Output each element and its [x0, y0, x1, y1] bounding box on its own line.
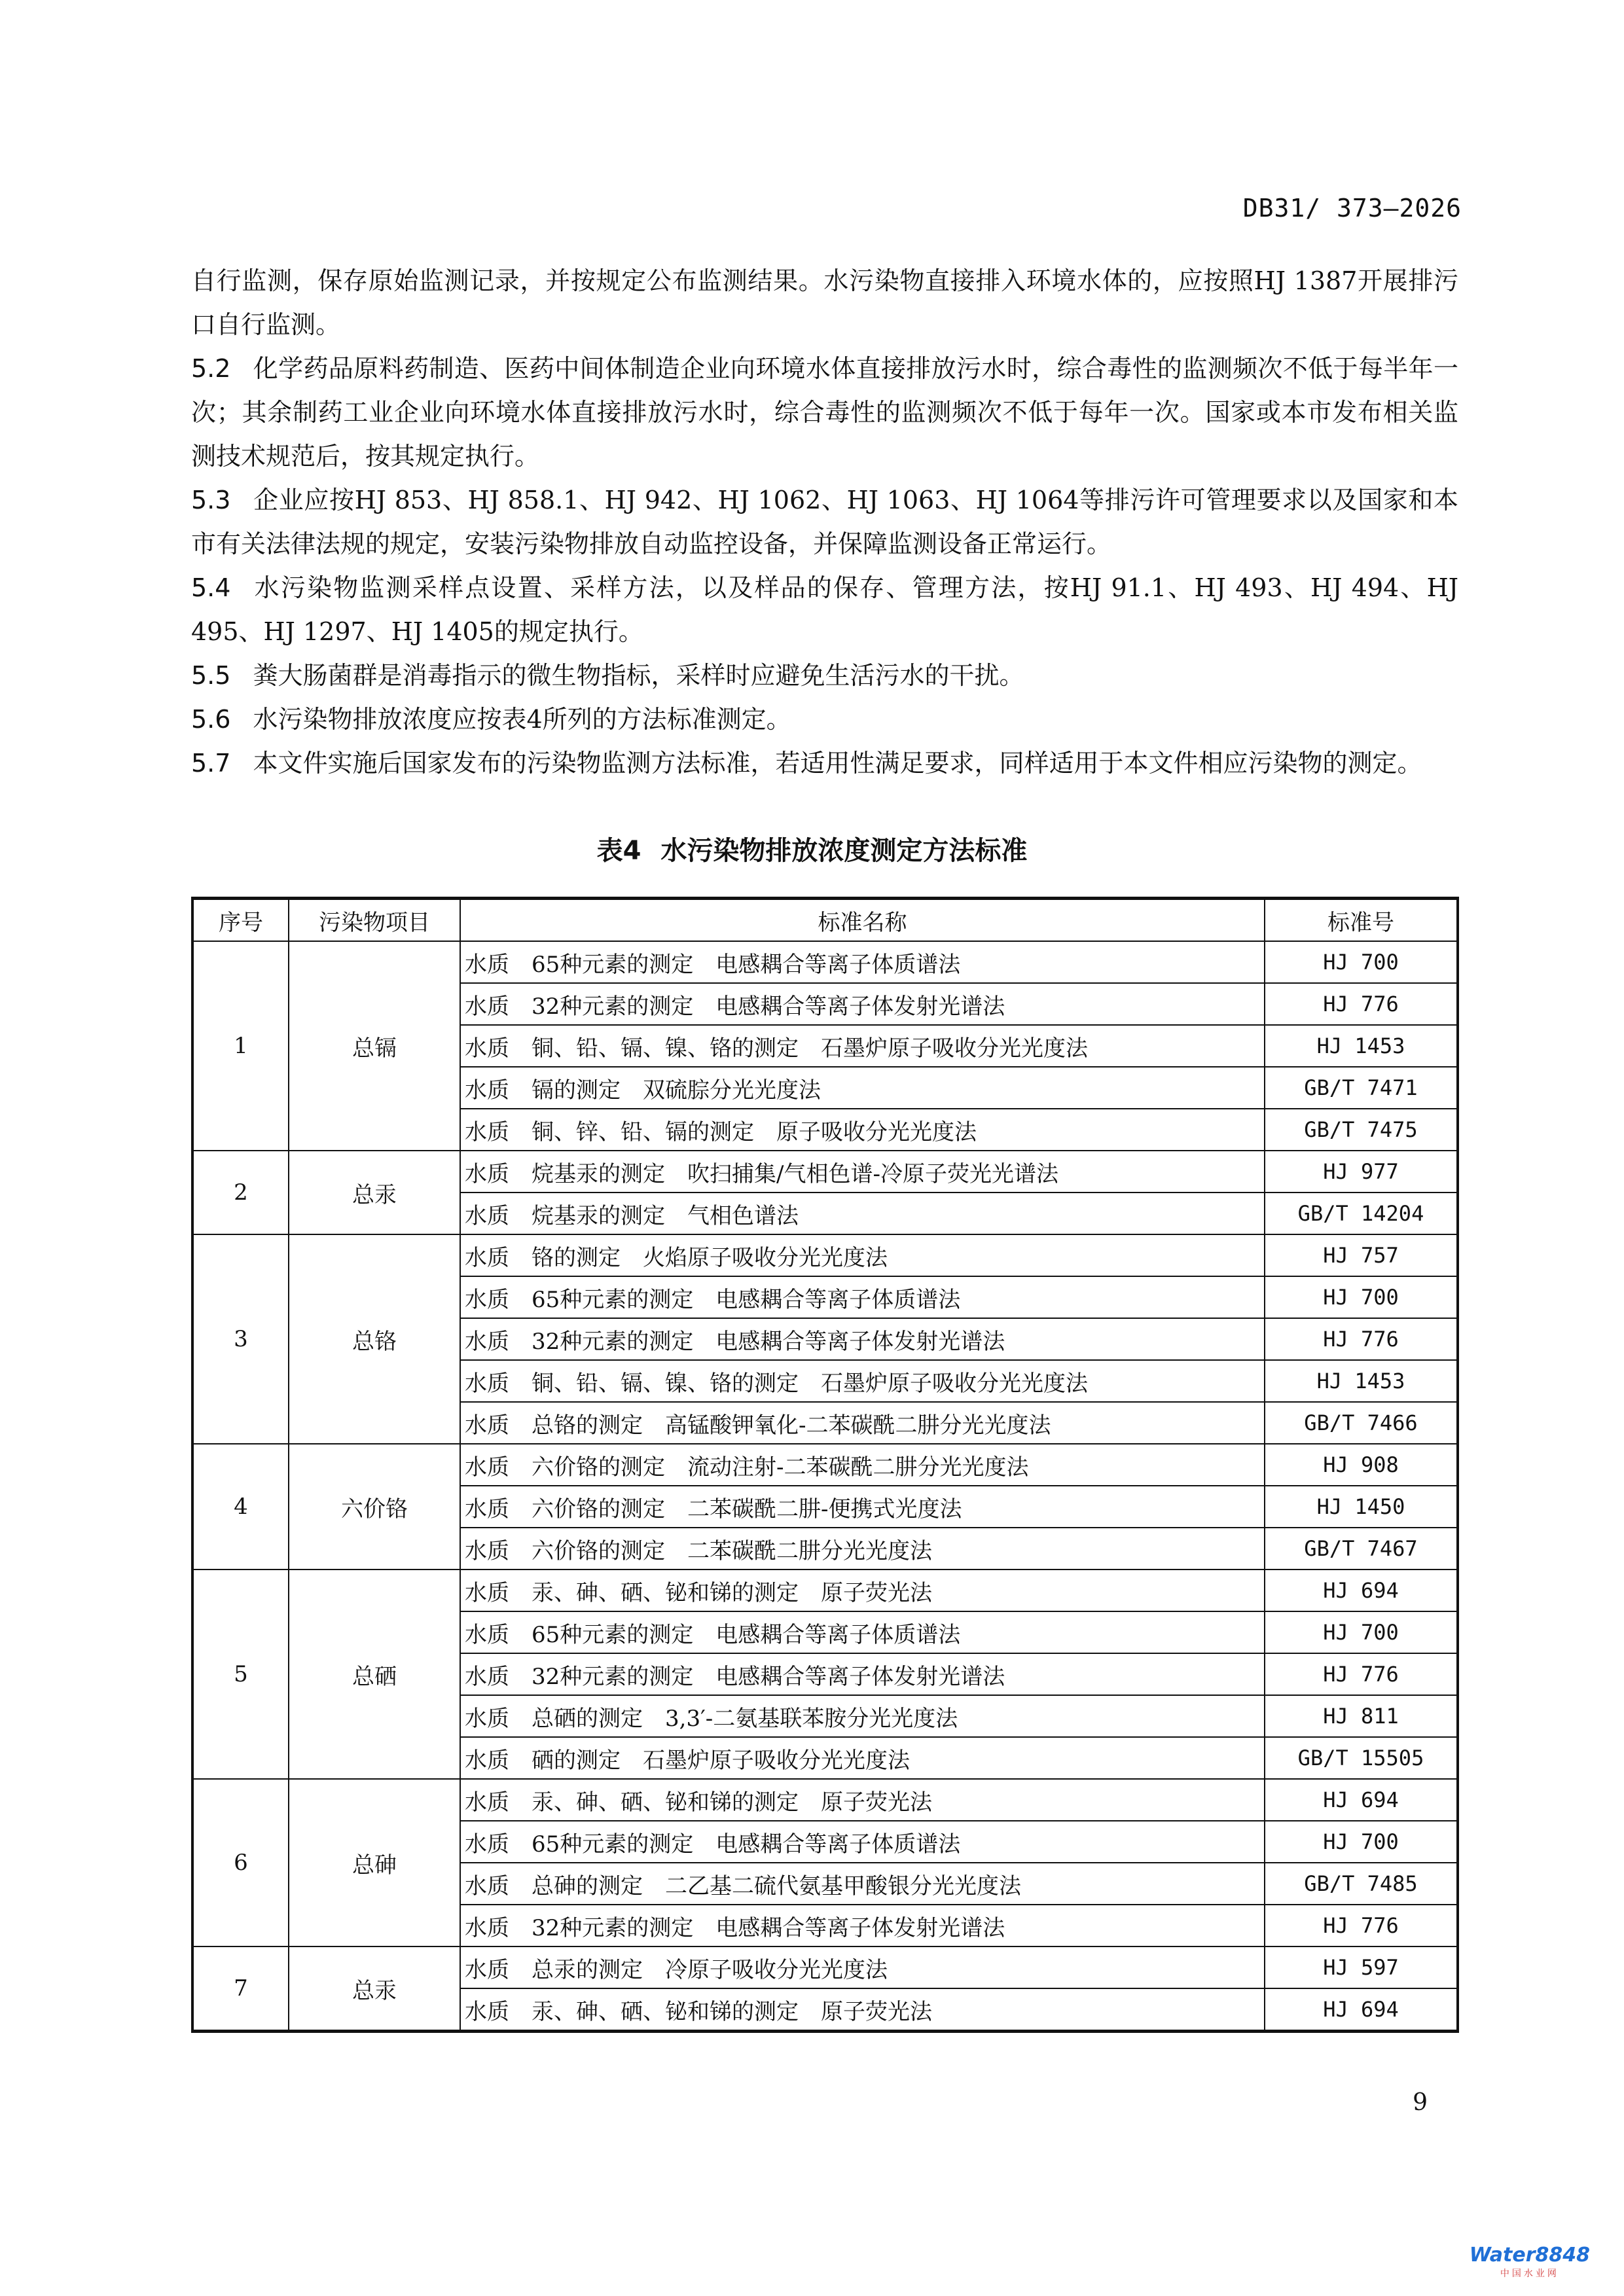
cell-standard-name: 水质 65种元素的测定 电感耦合等离子体质谱法 — [460, 941, 1265, 983]
body-text — [191, 259, 1458, 785]
clause-5-6 — [191, 698, 1458, 742]
cell-standard-code: GB/T 7475 — [1265, 1109, 1458, 1151]
page-number: 9 — [1413, 2089, 1428, 2116]
table-row — [192, 1151, 1458, 1193]
clause-5-4 — [191, 566, 1458, 654]
clause-5-7 — [191, 742, 1458, 785]
table-number: 表4 — [596, 836, 641, 866]
clause-text: 企业应按HJ 853、HJ 858.1、HJ 942、HJ 1062、HJ 1063、HJ 1064等排污许可管理要求以及国家和本市有关法律法规的规定，安装污染物排放自动监控设备，并保障监测设备正常运行。 — [191, 486, 1458, 558]
table-row — [192, 1570, 1458, 1611]
cell-standard-name: 水质 六价铬的测定 二苯碳酰二肼-便携式光度法 — [460, 1486, 1265, 1528]
cell-standard-name: 水质 32种元素的测定 电感耦合等离子体发射光谱法 — [460, 983, 1265, 1025]
cell-standard-code: GB/T 14204 — [1265, 1193, 1458, 1234]
cell-standard-code: HJ 811 — [1265, 1695, 1458, 1737]
cell-standard-name: 水质 铜、铅、镉、镍、铬的测定 石墨炉原子吸收分光光度法 — [460, 1025, 1265, 1067]
cell-standard-name: 水质 六价铬的测定 流动注射-二苯碳酰二肼分光光度法 — [460, 1444, 1265, 1486]
watermark-sub: 中国水业网 — [1500, 2269, 1559, 2279]
cell-standard-code: HJ 776 — [1265, 1318, 1458, 1360]
cell-seq: 3 — [192, 1234, 289, 1444]
cell-standard-code: GB/T 7471 — [1265, 1067, 1458, 1109]
clause-number: 5.7 — [191, 749, 231, 778]
cell-standard-code: HJ 1450 — [1265, 1486, 1458, 1528]
clause-5-2 — [191, 347, 1458, 478]
watermark-logo — [1470, 2244, 1590, 2280]
cell-standard-name: 水质 汞、砷、硒、铋和锑的测定 原子荧光法 — [460, 1570, 1265, 1611]
cell-standard-code: HJ 1453 — [1265, 1360, 1458, 1402]
cell-standard-code: HJ 776 — [1265, 983, 1458, 1025]
table-title: 水污染物排放浓度测定方法标准 — [660, 836, 1028, 866]
cell-standard-code: GB/T 15505 — [1265, 1737, 1458, 1779]
cell-standard-code: HJ 700 — [1265, 1276, 1458, 1318]
standards-table — [191, 897, 1459, 2033]
table-body — [192, 941, 1458, 2032]
cell-seq: 1 — [192, 941, 289, 1151]
cell-standard-code: GB/T 7485 — [1265, 1863, 1458, 1905]
continuation-paragraph: 自行监测，保存原始监测记录，并按规定公布监测结果。水污染物直接排入环境水体的，应按照HJ 1387开展排污口自行监测。 — [191, 266, 1458, 339]
cell-standard-name: 水质 镉的测定 双硫腙分光光度法 — [460, 1067, 1265, 1109]
cell-standard-name: 水质 65种元素的测定 电感耦合等离子体质谱法 — [460, 1276, 1265, 1318]
clause-text: 水污染物监测采样点设置、采样方法，以及样品的保存、管理方法，按HJ 91.1、HJ 493、HJ 494、HJ 495、HJ 1297、HJ 1405的规定执行。 — [191, 573, 1458, 646]
cell-standard-name: 水质 烷基汞的测定 气相色谱法 — [460, 1193, 1265, 1234]
cell-standard-name: 水质 汞、砷、硒、铋和锑的测定 原子荧光法 — [460, 1779, 1265, 1821]
cell-standard-name: 水质 铜、锌、铅、镉的测定 原子吸收分光光度法 — [460, 1109, 1265, 1151]
cell-seq: 5 — [192, 1570, 289, 1779]
header-seq: 序号 — [192, 899, 289, 942]
cell-standard-name: 水质 六价铬的测定 二苯碳酰二肼分光光度法 — [460, 1528, 1265, 1570]
clause-number: 5.5 — [191, 661, 231, 690]
cell-standard-code: HJ 694 — [1265, 1570, 1458, 1611]
table-header-row — [192, 899, 1458, 942]
clause-text: 粪大肠菌群是消毒指示的微生物指标，采样时应避免生活污水的干扰。 — [253, 661, 1024, 690]
cell-standard-name: 水质 总硒的测定 3,3′-二氨基联苯胺分光光度法 — [460, 1695, 1265, 1737]
cell-pollutant: 总硒 — [289, 1570, 460, 1779]
clause-number: 5.2 — [191, 354, 231, 383]
cell-standard-name: 水质 汞、砷、硒、铋和锑的测定 原子荧光法 — [460, 1988, 1265, 2032]
cell-standard-code: HJ 977 — [1265, 1151, 1458, 1193]
cell-standard-code: GB/T 7467 — [1265, 1528, 1458, 1570]
cell-seq: 4 — [192, 1444, 289, 1570]
cell-seq: 2 — [192, 1151, 289, 1234]
table-row — [192, 941, 1458, 983]
clause-text: 水污染物排放浓度应按表4所列的方法标准测定。 — [253, 705, 791, 734]
cell-pollutant: 总镉 — [289, 941, 460, 1151]
cell-standard-name: 水质 总铬的测定 高锰酸钾氧化-二苯碳酰二肼分光光度法 — [460, 1402, 1265, 1444]
cell-pollutant: 总汞 — [289, 1151, 460, 1234]
cell-standard-code: GB/T 7466 — [1265, 1402, 1458, 1444]
cell-standard-code: HJ 776 — [1265, 1905, 1458, 1946]
clause-5-3 — [191, 478, 1458, 566]
cell-seq: 7 — [192, 1946, 289, 2032]
cell-standard-code: HJ 776 — [1265, 1653, 1458, 1695]
cell-standard-code: HJ 700 — [1265, 1611, 1458, 1653]
cell-standard-name: 水质 总汞的测定 冷原子吸收分光光度法 — [460, 1946, 1265, 1988]
table-row — [192, 1946, 1458, 1988]
table-row — [192, 1444, 1458, 1486]
cell-pollutant: 六价铬 — [289, 1444, 460, 1570]
cell-standard-code: HJ 597 — [1265, 1946, 1458, 1988]
watermark-main: Water8848 — [1469, 2244, 1590, 2267]
cell-standard-code: HJ 1453 — [1265, 1025, 1458, 1067]
header-pollutant: 污染物项目 — [289, 899, 460, 942]
cell-standard-name: 水质 总砷的测定 二乙基二硫代氨基甲酸银分光光度法 — [460, 1863, 1265, 1905]
cell-standard-code: HJ 700 — [1265, 1821, 1458, 1863]
cell-standard-name: 水质 硒的测定 石墨炉原子吸收分光光度法 — [460, 1737, 1265, 1779]
cell-standard-name: 水质 烷基汞的测定 吹扫捕集/气相色谱-冷原子荧光光谱法 — [460, 1151, 1265, 1193]
table-caption — [0, 830, 1624, 867]
cell-standard-code: HJ 700 — [1265, 941, 1458, 983]
clause-number: 5.6 — [191, 705, 231, 734]
table-row — [192, 1779, 1458, 1821]
cell-standard-code: HJ 757 — [1265, 1234, 1458, 1276]
cell-standard-name: 水质 32种元素的测定 电感耦合等离子体发射光谱法 — [460, 1905, 1265, 1946]
clause-number: 5.4 — [191, 573, 231, 602]
document-code: DB31/ 373—2026 — [1242, 194, 1462, 223]
cell-seq: 6 — [192, 1779, 289, 1946]
cell-standard-code: HJ 694 — [1265, 1988, 1458, 2032]
cell-pollutant: 总铬 — [289, 1234, 460, 1444]
clause-number: 5.3 — [191, 486, 231, 514]
cell-standard-name: 水质 65种元素的测定 电感耦合等离子体质谱法 — [460, 1611, 1265, 1653]
cell-standard-code: HJ 694 — [1265, 1779, 1458, 1821]
header-standard-code: 标准号 — [1265, 899, 1458, 942]
cell-pollutant: 总砷 — [289, 1779, 460, 1946]
clause-5-5 — [191, 654, 1458, 698]
clause-text: 本文件实施后国家发布的污染物监测方法标准，若适用性满足要求，同样适用于本文件相应污染物的测定。 — [253, 749, 1422, 778]
cell-standard-name: 水质 65种元素的测定 电感耦合等离子体质谱法 — [460, 1821, 1265, 1863]
clause-text: 化学药品原料药制造、医药中间体制造企业向环境水体直接排放污水时，综合毒性的监测频次不低于每半年一次；其余制药工业企业向环境水体直接排放污水时，综合毒性的监测频次不低于每年一次。国家或本市发布相关监测技术规范后，按其规定执行。 — [191, 354, 1458, 471]
cell-standard-name: 水质 铜、铅、镉、镍、铬的测定 石墨炉原子吸收分光光度法 — [460, 1360, 1265, 1402]
cell-standard-name: 水质 32种元素的测定 电感耦合等离子体发射光谱法 — [460, 1653, 1265, 1695]
header-standard-name: 标准名称 — [460, 899, 1265, 942]
cell-standard-code: HJ 908 — [1265, 1444, 1458, 1486]
cell-standard-name: 水质 铬的测定 火焰原子吸收分光光度法 — [460, 1234, 1265, 1276]
cell-pollutant: 总汞 — [289, 1946, 460, 2032]
cell-standard-name: 水质 32种元素的测定 电感耦合等离子体发射光谱法 — [460, 1318, 1265, 1360]
table-row — [192, 1234, 1458, 1276]
